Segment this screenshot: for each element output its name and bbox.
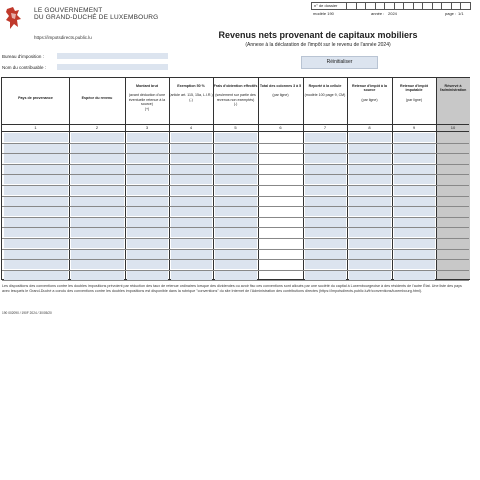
table-input-cell[interactable] xyxy=(71,175,124,184)
table-input-cell[interactable] xyxy=(71,186,124,195)
column-subtitle: (modèle 100 page 9, CM) xyxy=(304,93,346,98)
table-input-cell[interactable] xyxy=(215,175,257,184)
bureau-input[interactable] xyxy=(57,53,168,59)
table-input-cell[interactable] xyxy=(127,218,168,227)
column-number: 4 xyxy=(189,125,193,130)
table-input-cell[interactable] xyxy=(349,197,391,206)
column-header-1 xyxy=(2,78,69,124)
table-input-cell[interactable] xyxy=(4,186,68,195)
column-number: 6 xyxy=(279,125,282,130)
table-input-cell[interactable] xyxy=(349,260,391,269)
column-title: Pays de provenance xyxy=(18,96,53,100)
column-number: 1 xyxy=(34,125,37,130)
row-divider xyxy=(2,280,469,281)
table-input-cell[interactable] xyxy=(215,260,257,269)
page-value: 1/1 xyxy=(458,11,464,16)
table-input-cell[interactable] xyxy=(305,186,346,195)
column-title: Frais d'obtention effectifs xyxy=(213,84,258,88)
table-input-cell[interactable] xyxy=(305,154,346,163)
table-input-cell[interactable] xyxy=(349,154,391,163)
table-input-cell[interactable] xyxy=(4,228,68,237)
table-input-cell[interactable] xyxy=(394,175,435,184)
column-title: Exemption 50 % xyxy=(177,84,205,88)
table-input-cell[interactable] xyxy=(71,144,124,153)
table-input-cell[interactable] xyxy=(171,218,212,227)
table-input-cell[interactable] xyxy=(71,154,124,163)
table-input-cell[interactable] xyxy=(349,239,391,248)
table-input-cell[interactable] xyxy=(171,165,212,174)
gov-title-line2: DU GRAND-DUCHÉ DE LUXEMBOURG xyxy=(34,14,159,21)
column-header-7 xyxy=(303,78,347,124)
table-input-cell[interactable] xyxy=(215,228,257,237)
site-url[interactable]: https://impotsdirects.public.lu xyxy=(34,35,92,40)
table-input-cell[interactable] xyxy=(215,239,257,248)
table-input-cell[interactable] xyxy=(127,186,168,195)
table-input-cell[interactable] xyxy=(394,271,435,280)
table-input-cell[interactable] xyxy=(4,260,68,269)
table-input-cell[interactable] xyxy=(71,207,124,216)
table-input-cell[interactable] xyxy=(4,154,68,163)
table-input-cell[interactable] xyxy=(215,197,257,206)
column-subtitle: (avant déduction d'une éventuelle retenue à la source) (+) xyxy=(128,93,166,111)
table-input-cell[interactable] xyxy=(394,218,435,227)
table-input-cell[interactable] xyxy=(127,154,168,163)
page-title: Revenus nets provenant de capitaux mobiliers xyxy=(218,30,418,40)
table-input-cell[interactable] xyxy=(71,228,124,237)
dossier-label: n° de dossier xyxy=(314,3,338,8)
table-input-cell[interactable] xyxy=(394,260,435,269)
table-input-cell[interactable] xyxy=(349,133,391,142)
column-title: Espèce du revenu xyxy=(81,96,113,100)
table-input-cell[interactable] xyxy=(394,144,435,153)
table-input-cell[interactable] xyxy=(394,250,435,259)
table-input-cell[interactable] xyxy=(349,250,391,259)
table-input-cell[interactable] xyxy=(127,144,168,153)
column-header-9 xyxy=(392,78,436,124)
table-input-cell[interactable] xyxy=(394,197,435,206)
column-number: 9 xyxy=(412,125,416,130)
column-subtitle: (par ligne) xyxy=(272,93,289,98)
table-input-cell[interactable] xyxy=(71,239,124,248)
column-title: Reporté à la cellule xyxy=(308,84,342,88)
table-input-cell[interactable] xyxy=(171,271,212,280)
table-input-cell[interactable] xyxy=(4,133,68,142)
column-subtitle: (article art. 115, 15a, L.I.R.) (-) xyxy=(169,93,213,102)
column-title: Retenue d'impôt à la source xyxy=(351,84,387,93)
table-input-cell[interactable] xyxy=(305,165,346,174)
bureau-label: Bureau d'imposition : xyxy=(2,54,44,59)
table-input-cell[interactable] xyxy=(215,133,257,142)
table-input-cell[interactable] xyxy=(127,250,168,259)
reset-button[interactable]: Réinitialiser xyxy=(301,56,378,69)
table-input-cell[interactable] xyxy=(4,165,68,174)
column-header-5 xyxy=(213,78,258,124)
column-header-2 xyxy=(69,78,125,124)
table-input-cell[interactable] xyxy=(171,250,212,259)
column-header-4 xyxy=(169,78,213,124)
column-number: 7 xyxy=(323,125,327,130)
column-header-10 xyxy=(436,78,470,124)
gov-title-line1: LE GOUVERNEMENT xyxy=(34,7,103,14)
table-input-cell[interactable] xyxy=(4,144,68,153)
table-input-cell[interactable] xyxy=(305,218,346,227)
page-subtitle: (Annexe à la déclaration de l'impôt sur le revenu de l'année 2024) xyxy=(245,42,391,48)
column-header-8 xyxy=(347,78,392,124)
annee-label: année : xyxy=(371,11,385,16)
table-input-cell[interactable] xyxy=(4,175,68,184)
table-input-cell[interactable] xyxy=(127,197,168,206)
table-input-cell[interactable] xyxy=(349,228,391,237)
table-input-cell[interactable] xyxy=(215,144,257,153)
table-input-cell[interactable] xyxy=(305,260,346,269)
table-input-cell[interactable] xyxy=(171,154,212,163)
table-input-cell[interactable] xyxy=(127,260,168,269)
table-input-cell[interactable] xyxy=(305,197,346,206)
column-subtitle: (seulement sur partie des revenus non exemptés) (-) xyxy=(215,93,256,107)
table-input-cell[interactable] xyxy=(394,154,435,163)
table-input-cell[interactable] xyxy=(171,239,212,248)
column-header-6 xyxy=(258,78,303,124)
column-title: Total des colonnes 3 à 5 xyxy=(259,84,302,88)
column-number: 10 xyxy=(450,125,456,130)
column-title: Montant brut xyxy=(136,84,158,88)
table-input-cell[interactable] xyxy=(4,239,68,248)
table-input-cell[interactable] xyxy=(171,207,212,216)
nom-label: Nom du contribuable : xyxy=(2,65,47,70)
table-input-cell[interactable] xyxy=(127,207,168,216)
table-input-cell[interactable] xyxy=(215,186,257,195)
column-number: 5 xyxy=(234,125,237,130)
table-input-cell[interactable] xyxy=(127,228,168,237)
column-title: Réservé à l'administration xyxy=(439,84,467,93)
table-input-cell[interactable] xyxy=(71,197,124,206)
table-input-cell[interactable] xyxy=(4,250,68,259)
column-number: 3 xyxy=(145,125,149,130)
table-input-cell[interactable] xyxy=(349,165,391,174)
table-input-cell[interactable] xyxy=(215,271,257,280)
table-input-cell[interactable] xyxy=(349,175,391,184)
table-input-cell[interactable] xyxy=(171,133,212,142)
dossier-number-box[interactable] xyxy=(311,2,471,10)
table-input-cell[interactable] xyxy=(349,144,391,153)
table-input-cell[interactable] xyxy=(171,144,212,153)
table-input-cell[interactable] xyxy=(394,165,435,174)
table-input-cell[interactable] xyxy=(305,228,346,237)
table-input-cell[interactable] xyxy=(4,218,68,227)
column-subtitle: (par ligne) xyxy=(361,97,378,102)
column-title: Retenue d'impôt imputable xyxy=(399,84,428,93)
table-input-cell[interactable] xyxy=(349,207,391,216)
table-input-cell[interactable] xyxy=(4,197,68,206)
table-input-cell[interactable] xyxy=(394,239,435,248)
annee-value: 2024 xyxy=(388,11,397,16)
table-input-cell[interactable] xyxy=(71,271,124,280)
table-input-cell[interactable] xyxy=(4,207,68,216)
meta-line xyxy=(311,11,469,17)
table-input-cell[interactable] xyxy=(215,250,257,259)
footnote: Les dispositions des conventions contre les doubles impositions prévoient par réduction des taux de retenue ordinaires lorsque des dividendes ou avoir fisc ces conventions sont alloués par une société du capital à Luxembourgeoise à des résidents de l'autre État. Une liste des pays avec lesquels le Grand-Duché a conclu des conventions contre les doubles impositions est disponible dans la rubrique "conventions" du site Internet de l'Administration des contributions directes (https://impotsdirects.public.lu/fr/conventions/luxembourg.html). xyxy=(2,284,462,293)
table-input-cell[interactable] xyxy=(171,260,212,269)
nom-input[interactable] xyxy=(57,64,168,70)
form-code: 190 002090 / 190F 2024 / 30/05/20 xyxy=(2,311,52,315)
table-input-cell[interactable] xyxy=(215,165,257,174)
table-input-cell[interactable] xyxy=(171,186,212,195)
table-input-cell[interactable] xyxy=(215,218,257,227)
table-input-cell[interactable] xyxy=(71,260,124,269)
table-input-cell[interactable] xyxy=(4,271,68,280)
revenue-table xyxy=(1,77,470,280)
table-input-cell[interactable] xyxy=(394,207,435,216)
table-input-cell[interactable] xyxy=(71,133,124,142)
table-input-cell[interactable] xyxy=(171,228,212,237)
table-input-cell[interactable] xyxy=(127,271,168,280)
table-input-cell[interactable] xyxy=(171,197,212,206)
table-input-cell[interactable] xyxy=(127,133,168,142)
table-input-cell[interactable] xyxy=(171,175,212,184)
table-input-cell[interactable] xyxy=(127,175,168,184)
table-input-cell[interactable] xyxy=(215,207,257,216)
table-input-cell[interactable] xyxy=(305,175,346,184)
table-input-cell[interactable] xyxy=(394,228,435,237)
modele-label: modèle 190 xyxy=(313,11,334,16)
column-subtitle: (par ligne) xyxy=(405,97,423,102)
table-input-cell[interactable] xyxy=(349,218,391,227)
table-input-cell[interactable] xyxy=(394,133,435,142)
table-input-cell[interactable] xyxy=(215,154,257,163)
column-header-3 xyxy=(125,78,169,124)
table-input-cell[interactable] xyxy=(127,239,168,248)
table-input-cell[interactable] xyxy=(71,165,124,174)
table-input-cell[interactable] xyxy=(305,133,346,142)
table-input-cell[interactable] xyxy=(305,239,346,248)
table-input-cell[interactable] xyxy=(305,271,346,280)
table-input-cell[interactable] xyxy=(305,250,346,259)
table-input-cell[interactable] xyxy=(71,218,124,227)
table-input-cell[interactable] xyxy=(71,250,124,259)
dossier-cells[interactable] xyxy=(346,3,470,9)
luxembourg-lion-logo xyxy=(4,5,24,33)
table-input-cell[interactable] xyxy=(127,165,168,174)
column-number: 2 xyxy=(95,125,99,130)
column-number: 8 xyxy=(368,125,371,130)
table-input-cell[interactable] xyxy=(305,207,346,216)
page-label: page : xyxy=(445,11,457,16)
table-input-cell[interactable] xyxy=(349,271,391,280)
table-input-cell[interactable] xyxy=(349,186,391,195)
table-input-cell[interactable] xyxy=(394,186,435,195)
table-input-cell[interactable] xyxy=(305,144,346,153)
